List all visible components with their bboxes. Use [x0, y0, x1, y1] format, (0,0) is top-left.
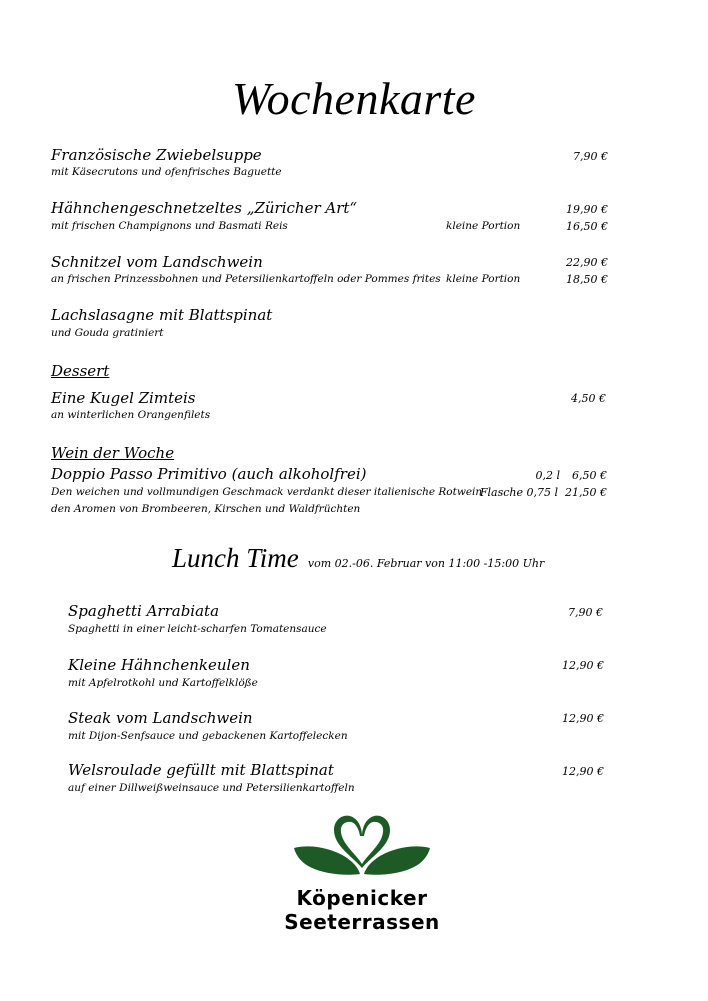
dessert-price: 4,50 €: [571, 392, 606, 405]
menu-item-3-small-label: kleine Portion: [446, 273, 521, 285]
wine-desc-1: Den weichen und vollmundigen Geschmack verdankt dieser italienische Rotwein: [51, 486, 483, 498]
logo-line-2: Seeterrassen: [284, 910, 440, 934]
menu-item-2-name: Hähnchengeschnetzeltes „Züricher Art“: [51, 199, 358, 217]
wine-size-2: Flasche 0,75 l: [479, 486, 558, 499]
lunch-item-2-name: Kleine Hähnchenkeulen: [68, 656, 250, 674]
menu-item-1-price: 7,90 €: [573, 150, 608, 163]
wine-name: Doppio Passo Primitivo (auch alkoholfrei): [51, 465, 367, 483]
menu-item-2-price: 19,90 €: [566, 203, 608, 216]
lunch-item-3-price: 12,90 €: [562, 712, 604, 725]
swan-heart-shapes: [294, 816, 430, 875]
wine-desc-2: den Aromen von Brombeeren, Kirschen und Waldfrüchten: [51, 503, 361, 515]
lunch-item-1-desc: Spaghetti in einer leicht-scharfen Tomatensauce: [68, 623, 327, 635]
lunch-item-3-name: Steak vom Landschwein: [68, 709, 253, 727]
logo-line-1: Köpenicker: [296, 886, 428, 910]
lunch-item-4-price: 12,90 €: [562, 765, 604, 778]
menu-item-4-desc: und Gouda gratiniert: [51, 327, 164, 339]
lunch-header: [172, 543, 544, 574]
menu-item-3-price: 22,90 €: [566, 256, 608, 269]
dessert-name: Eine Kugel Zimteis: [51, 389, 196, 407]
lunch-item-1-name: Spaghetti Arrabiata: [68, 602, 220, 620]
menu-item-2-small-label: kleine Portion: [446, 220, 521, 232]
lunch-item-3-desc: mit Dijon-Senfsauce und gebackenen Kartoffelecken: [68, 730, 348, 742]
lunch-note: vom 02.-06. Februar von 11:00 -15:00 Uhr: [307, 557, 545, 570]
wine-price-2: 21,50 €: [565, 486, 607, 499]
menu-item-3-small-price: 18,50 €: [566, 273, 608, 286]
lunch-item-2-price: 12,90 €: [562, 659, 604, 672]
menu-item-2-small-price: 16,50 €: [566, 220, 608, 233]
dessert-desc: an winterlichen Orangenfilets: [51, 409, 211, 421]
menu-item-1-desc: mit Käsecrutons und ofenfrisches Baguette: [51, 166, 282, 178]
lunch-item-1-price: 7,90 €: [568, 606, 603, 619]
menu-item-3-desc: an frischen Prinzessbohnen und Petersilienkartoffeln oder Pommes frites: [51, 273, 441, 285]
lunch-item-4-name: Welsroulade gefüllt mit Blattspinat: [68, 761, 334, 779]
page-title: Wochenkarte: [232, 73, 476, 124]
swan-heart-logo-icon: [290, 810, 434, 882]
menu-item-3-name: Schnitzel vom Landschwein: [51, 253, 263, 271]
lunch-item-4-desc: auf einer Dillweißweinsauce und Petersilienkartoffeln: [68, 782, 355, 794]
wine-price-1: 6,50 €: [572, 469, 607, 482]
lunch-title: Lunch Time: [172, 543, 299, 573]
wine-heading: Wein der Woche: [51, 444, 175, 462]
menu-item-4-name: Lachslasagne mit Blattspinat: [51, 306, 273, 324]
dessert-heading: Dessert: [51, 362, 110, 380]
wine-size-1: 0,2 l: [535, 469, 560, 482]
menu-item-2-desc: mit frischen Champignons und Basmati Reis: [51, 220, 288, 232]
menu-item-1-name: Französische Zwiebelsuppe: [51, 146, 262, 164]
lunch-item-2-desc: mit Apfelrotkohl und Kartoffelklöße: [68, 677, 258, 689]
